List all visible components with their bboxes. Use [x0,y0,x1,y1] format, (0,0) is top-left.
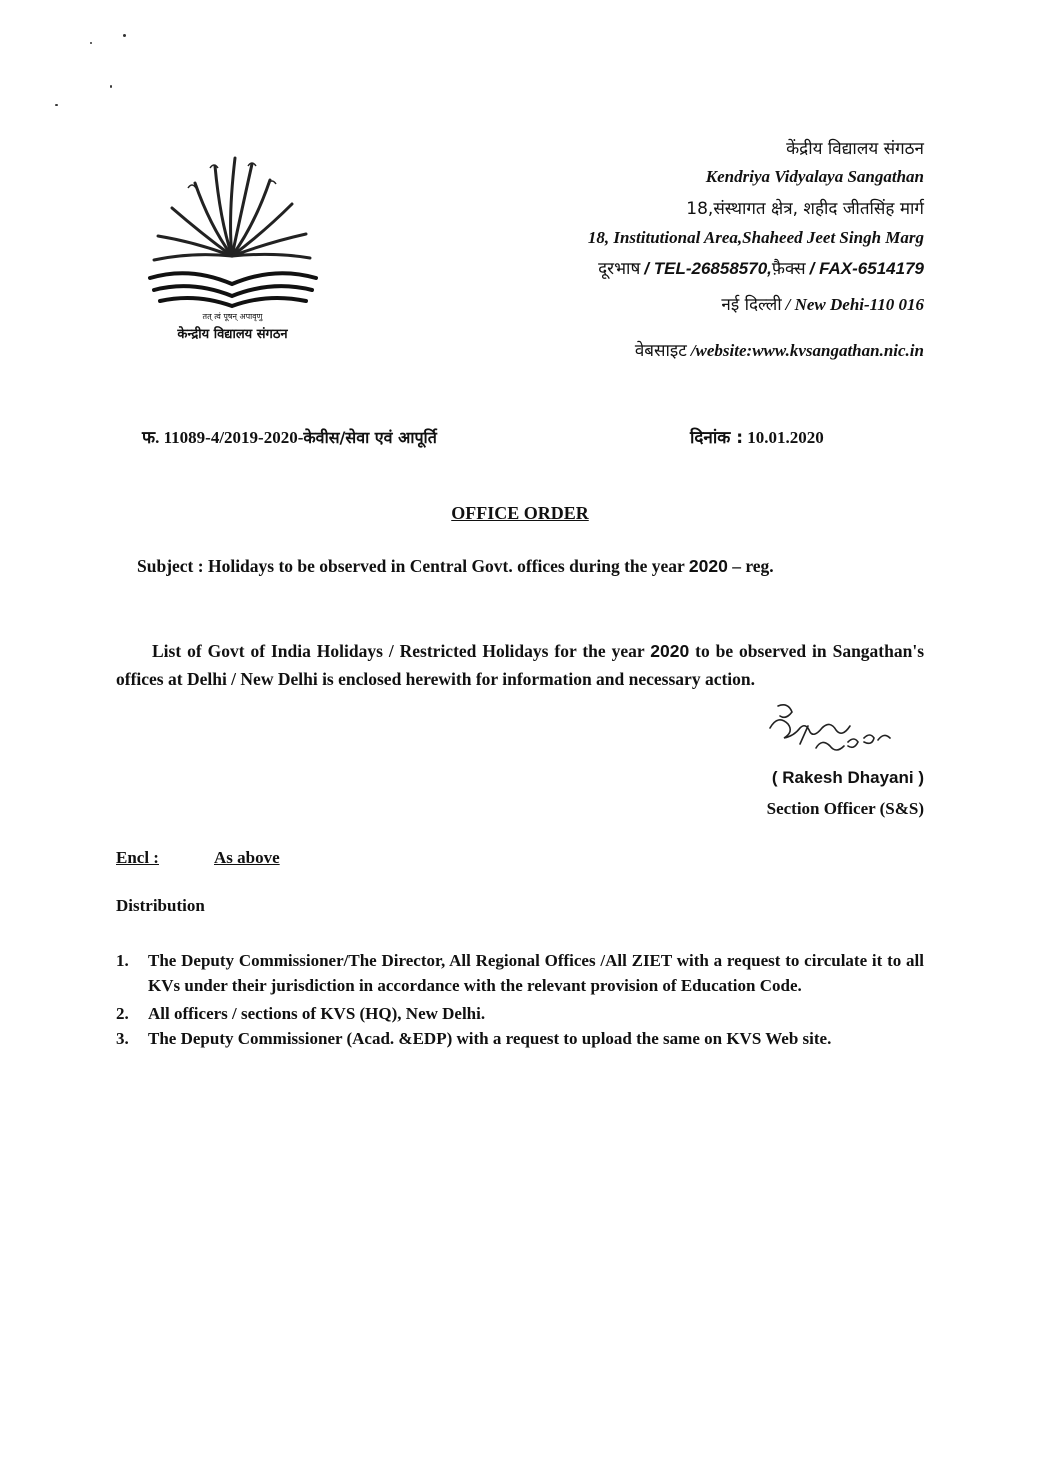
subject-suffix: – reg. [732,556,774,576]
logo-motto: तत् त्वं पूषन् अपावृणु [202,312,263,321]
body-year: 2020 [650,641,690,661]
city-hindi: नई दिल्ली [721,295,782,315]
list-item-number: 1. [116,951,129,970]
signatory-designation: Section Officer (S&S) [766,799,924,818]
address-hindi: 18,संस्थागत क्षेत्र, शहीद जीतसिंह मार्ग [686,199,924,219]
list-item [116,948,924,998]
body-text-end: to be observed in Sangathan's offices at Delhi / New Delhi is enclosed herewith for information and necessary action. [116,641,925,689]
enclosure-label: Encl : [116,848,159,867]
phone-label-hindi: दूरभाष [598,259,641,279]
address-english: 18, Institutional Area,Shaheed Jeet Singh Marg [587,228,924,247]
reference-suffix-hindi: केवीस/सेवा एवं आपूर्ति [303,428,437,447]
fax-number: / FAX-6514179 [809,259,924,278]
org-name-english: Kendriya Vidyalaya Sangathan [705,167,924,186]
website-url: /website:www.kvsangathan.nic.in [690,341,924,360]
reference-number [142,425,437,448]
subject-text: Holidays to be observed in Central Govt. offices during the year [207,556,685,576]
subject-label: Subject : [137,556,204,576]
city-line [721,292,924,315]
org-name-hindi: केंद्रीय विद्यालय संगठन [786,139,924,159]
signature-scribble-icon [760,698,900,760]
document-date [690,425,824,448]
handwritten-signature [760,698,900,760]
list-item [116,1001,924,1026]
list-item [116,1026,924,1051]
fax-label-hindi: फ़ैक्स [771,259,806,279]
phone-number: / TEL-26858570, [644,259,772,278]
signatory-name: ( Rakesh Dhayani ) [771,768,924,787]
distribution-heading: Distribution [116,896,205,915]
phone-fax-line [598,256,924,279]
scan-speck [55,104,58,106]
city-english: / New Dehi-110 016 [785,295,924,314]
list-item-number: 2. [116,1004,129,1023]
page-title: OFFICE ORDER [451,503,589,523]
distribution-list [116,948,924,1051]
reference-prefix: फ. 11089-4/2019-2020- [142,428,304,447]
date-value: 10.01.2020 [747,428,824,447]
date-label: दिनांक : [690,428,744,448]
subject-year: 2020 [688,556,728,576]
website-label-hindi: वेबसाइट [634,341,687,361]
scan-speck [90,42,92,44]
list-item-number: 3. [116,1029,129,1048]
list-item-text: The Deputy Commissioner (Acad. &EDP) with a request to upload the same on KVS Web site. [148,1029,832,1048]
website-line [635,338,924,361]
list-item-text: The Deputy Commissioner/The Director, All Regional Offices /All ZIET with a request to circulate it to all KVs under their jurisdiction in accordance with the relevant provision of Education Code. [148,951,924,995]
sunrise-book-emblem-icon [140,138,325,313]
enclosure-value: As above [214,848,280,867]
body-paragraph [116,637,924,693]
logo-caption: केन्द्रीय विद्यालय संगठन [177,327,288,342]
scan-speck [110,85,112,88]
body-text-start: List of Govt of India Holidays / Restricted Holidays for the year [152,641,645,661]
list-item-text: All officers / sections of KVS (HQ), New Delhi. [148,1004,486,1023]
scan-speck [123,34,126,37]
subject-line [137,556,774,577]
